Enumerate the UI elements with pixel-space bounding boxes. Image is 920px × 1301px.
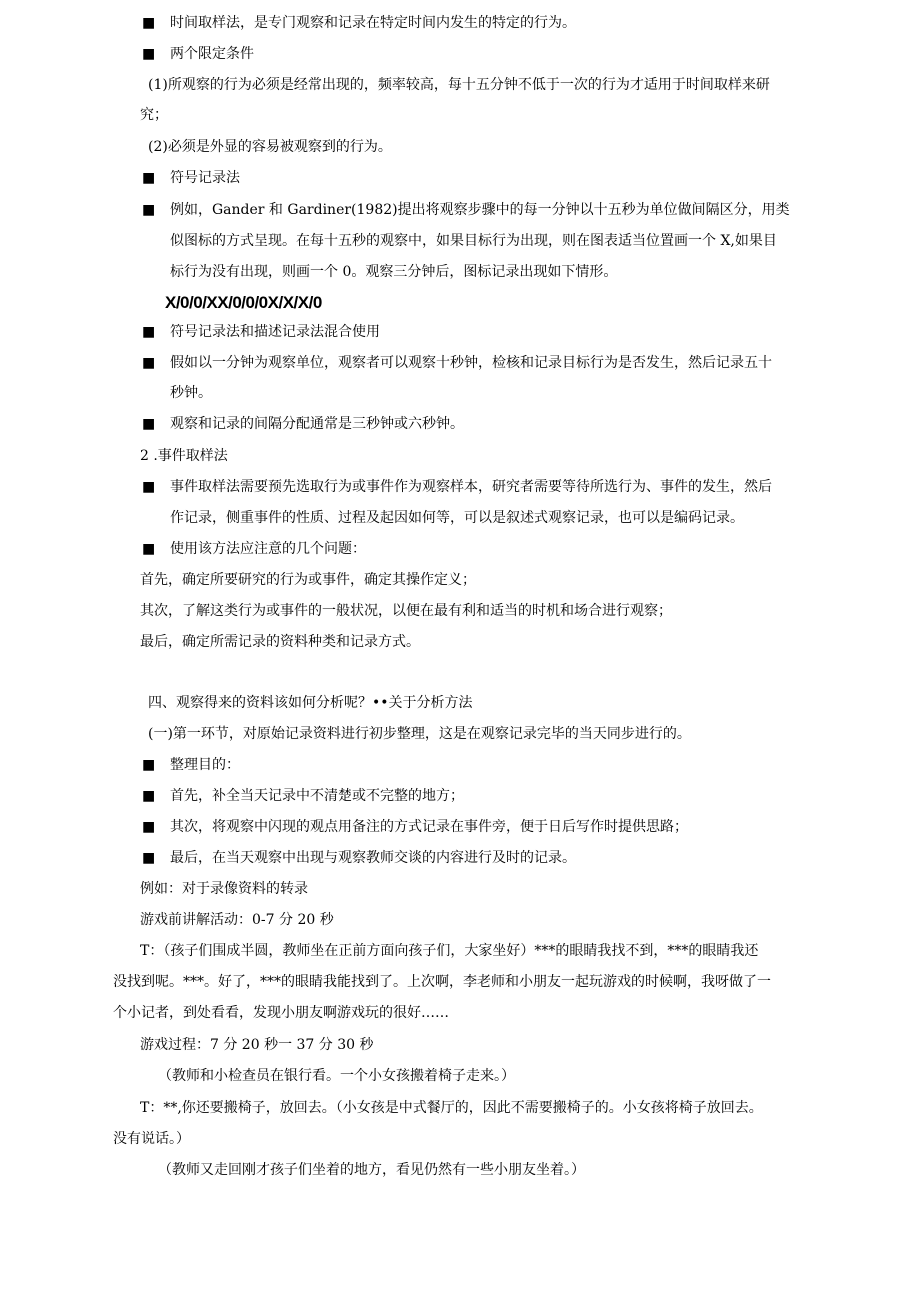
- bullet-line: ■ 符号记录法和描述记录法混合使用: [170, 322, 380, 342]
- bullet-line: ■ 其次，将观察中闪现的观点用备注的方式记录在事件旁，便于日后写作时提供思路；: [170, 817, 688, 837]
- transcript-line: 没有说话。）: [113, 1131, 190, 1147]
- subsection-heading: (一)第一环节，对原始记录资料进行初步整理，这是在观察记录完毕的当天同步进行的。: [148, 726, 691, 742]
- bullet-line: ■ 例如，Gander 和 Gardiner(1982)提出将观察步骤中的每一分钟以十五秒为单位做间隔区分，用类: [170, 200, 790, 220]
- bullet-line: ■ 事件取样法需要预先选取行为或事件作为观察样本，研究者需要等待所选行为、事件的发生，然后: [170, 477, 772, 497]
- text-line: 游戏前讲解活动：0-7 分 20 秒: [140, 912, 334, 928]
- symbol-sequence: X/0/0/XX/0/0/0X/X/X/0: [165, 293, 322, 312]
- bullet-line: ■ 符号记录法: [170, 168, 240, 188]
- text-line: 作记录，侧重事件的性质、过程及起因如何等，可以是叙述式观察记录，也可以是编码记录。: [170, 510, 744, 526]
- bullet-line: ■ 使用该方法应注意的几个问题：: [170, 539, 366, 559]
- transcript-line: （教师又走回刚才孩子们坐着的地方，看见仍然有一些小朋友坐着。）: [158, 1162, 585, 1178]
- transcript-line: T：**,你还要搬椅子，放回去。（小女孩是中式餐厅的，因此不需要搬椅子的。小女孩将椅子放回去。: [140, 1100, 763, 1116]
- bullet-line: ■ 时间取样法，是专门观察和记录在特定时间内发生的特定的行为。: [170, 13, 576, 33]
- bullet-line: ■ 整理目的：: [170, 755, 240, 775]
- text-line: 标行为没有出现，则画一个 0。观察三分钟后，图标记录出现如下情形。: [170, 264, 618, 280]
- transcript-line: T：（孩子们围成半圆，教师坐在正前方面向孩子们，大家坐好）***的眼睛我找不到，***的眼睛我还: [140, 943, 759, 959]
- section-heading: 2 .事件取样法: [140, 448, 228, 464]
- text-line: (2)必须是外显的容易被观察到的行为。: [148, 139, 392, 155]
- bullet-line: ■ 首先，补全当天记录中不清楚或不完整的地方；: [170, 786, 464, 806]
- text-line: 究；: [140, 107, 168, 123]
- text-line: 游戏过程：7 分 20 秒一 37 分 30 秒: [140, 1037, 374, 1053]
- text-line: 最后，确定所需记录的资料种类和记录方式。: [140, 634, 420, 650]
- text-line: 秒钟。: [170, 385, 212, 401]
- bullet-line: ■ 两个限定条件: [170, 44, 254, 64]
- text-line: 似图标的方式呈现。在每十五秒的观察中，如果目标行为出现，则在图表适当位置画一个 X,如果目: [170, 233, 777, 249]
- text-line: 首先，确定所要研究的行为或事件，确定其操作定义；: [140, 572, 476, 588]
- transcript-line: （教师和小检查员在银行看。一个小女孩搬着椅子走来。）: [158, 1068, 515, 1084]
- transcript-line: 个小记者，到处看看，发现小朋友啊游戏玩的很好……: [113, 1005, 449, 1021]
- section-heading: 四、观察得来的资料该如何分析呢？••关于分析方法: [148, 695, 473, 711]
- transcript-line: 没找到呢。***。好了，***的眼睛我能找到了。上次啊，李老师和小朋友一起玩游戏的时候啊，我呀做了一: [113, 974, 771, 990]
- text-line: 其次，了解这类行为或事件的一般状况，以便在最有利和适当的时机和场合进行观察；: [140, 603, 672, 619]
- text-line: 例如：对于录像资料的转录: [140, 881, 308, 897]
- bullet-line: ■ 假如以一分钟为观察单位，观察者可以观察十秒钟，检核和记录目标行为是否发生，然后记录五十: [170, 353, 772, 373]
- bullet-line: ■ 观察和记录的间隔分配通常是三秒钟或六秒钟。: [170, 414, 464, 434]
- bullet-line: ■ 最后，在当天观察中出现与观察教师交谈的内容进行及时的记录。: [170, 848, 576, 868]
- text-line: (1)所观察的行为必须是经常出现的，频率较高，每十五分钟不低于一次的行为才适用于时间取样来研: [148, 77, 770, 93]
